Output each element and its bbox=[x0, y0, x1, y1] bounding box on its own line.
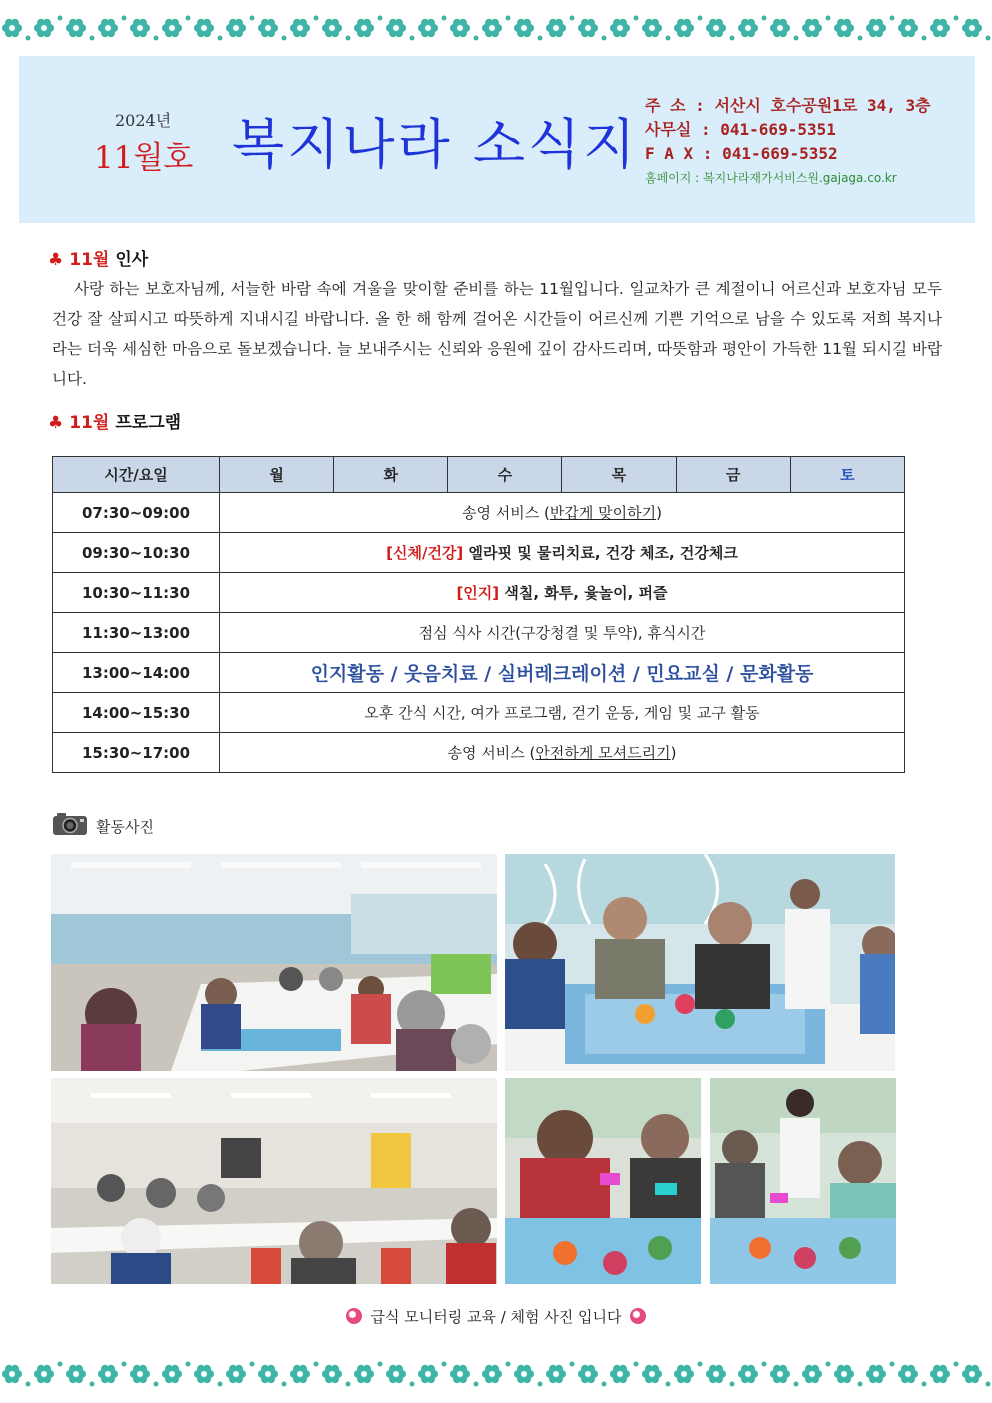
flower-ornament bbox=[834, 1365, 863, 1387]
row-activity: 점심 식사 시간(구강청결 및 투약), 휴식시간 bbox=[220, 613, 905, 653]
flower-ornament bbox=[546, 1362, 575, 1384]
greeting-heading bbox=[48, 245, 148, 270]
row-activity: 송영 서비스 (반갑게 맞이하기) bbox=[220, 493, 905, 533]
flower-ornament bbox=[290, 16, 319, 38]
pink-bullet-icon bbox=[630, 1308, 646, 1324]
flower-ornament bbox=[802, 16, 831, 38]
flower-ornament bbox=[706, 1365, 735, 1387]
flower-ornament bbox=[130, 19, 159, 41]
row-time: 13:00~14:00 bbox=[53, 653, 220, 693]
flower-ornament bbox=[738, 16, 767, 38]
program-heading bbox=[48, 408, 181, 433]
flower-ornament bbox=[866, 16, 895, 38]
flower-ornament bbox=[98, 16, 127, 38]
flower-ornament bbox=[2, 19, 31, 41]
fax-line: F A X : 041-669-5352 bbox=[645, 144, 838, 163]
flower-ornament bbox=[354, 1362, 383, 1384]
pink-bullet-icon bbox=[346, 1308, 362, 1324]
program-schedule-table bbox=[52, 456, 905, 773]
table-row bbox=[53, 693, 905, 733]
row-activity: [인지] 색칠, 화투, 윷놀이, 퍼즐 bbox=[220, 573, 905, 613]
flower-ornament bbox=[162, 1362, 191, 1384]
greeting-heading-text: 인사 bbox=[115, 250, 149, 270]
flower-ornament bbox=[962, 19, 991, 41]
homepage-link[interactable]: 홈페이지 : 복지나라재가서비스원.gajaga.co.kr bbox=[645, 171, 897, 185]
office-phone-line: 사무실 : 041-669-5351 bbox=[645, 120, 836, 139]
program-month: 11월 bbox=[69, 413, 110, 433]
flower-ornament bbox=[258, 1365, 287, 1387]
row-time: 15:30~17:00 bbox=[53, 733, 220, 773]
flower-ornament bbox=[386, 1365, 415, 1387]
table-row bbox=[53, 653, 905, 693]
activity-photo-caregiver-game bbox=[710, 1078, 896, 1284]
flower-ornament bbox=[194, 1365, 223, 1387]
photo-caption bbox=[0, 1306, 992, 1327]
floral-border-top bbox=[0, 6, 992, 50]
flower-ornament bbox=[770, 19, 799, 41]
flower-ornament bbox=[514, 1365, 543, 1387]
activity-photo-hammer-game bbox=[505, 1078, 701, 1284]
flower-ornament bbox=[642, 19, 671, 41]
contact-info bbox=[645, 94, 931, 190]
header-tue: 화 bbox=[334, 457, 448, 493]
address-line: 주 소 : 서산시 호수공원1로 34, 3층 bbox=[645, 96, 931, 115]
table-row bbox=[53, 533, 905, 573]
flower-ornament bbox=[2, 1365, 31, 1387]
row-activity: 송영 서비스 (안전하게 모셔드리기) bbox=[220, 733, 905, 773]
flower-ornament bbox=[578, 1365, 607, 1387]
flower-ornament bbox=[930, 16, 959, 38]
activity-photo-group-education bbox=[51, 1078, 497, 1284]
flower-ornament bbox=[34, 1362, 63, 1384]
flower-ornament bbox=[386, 19, 415, 41]
flower-ornament bbox=[738, 1362, 767, 1384]
flower-ornament bbox=[610, 1362, 639, 1384]
flower-ornament bbox=[482, 16, 511, 38]
flower-ornament bbox=[194, 19, 223, 41]
newsletter-masthead bbox=[19, 56, 975, 223]
row-activity: 인지활동 / 웃음치료 / 실버레크레이션 / 민요교실 / 문화활동 bbox=[220, 653, 905, 693]
flower-ornament bbox=[162, 16, 191, 38]
row-time: 10:30~11:30 bbox=[53, 573, 220, 613]
flower-ornament bbox=[226, 1362, 255, 1384]
flower-ornament bbox=[290, 1362, 319, 1384]
header-mon: 월 bbox=[220, 457, 334, 493]
flower-ornament bbox=[450, 19, 479, 41]
club-icon: ♣ bbox=[48, 413, 64, 433]
activity-photo-hall-game bbox=[51, 854, 497, 1071]
flower-ornament bbox=[834, 19, 863, 41]
program-heading-text: 프로그램 bbox=[115, 413, 182, 433]
table-row bbox=[53, 733, 905, 773]
flower-ornament bbox=[802, 1362, 831, 1384]
flower-ornament bbox=[482, 1362, 511, 1384]
row-time: 11:30~13:00 bbox=[53, 613, 220, 653]
row-activity: 오후 간식 시간, 여가 프로그램, 걷기 운동, 게임 및 교구 활동 bbox=[220, 693, 905, 733]
flower-ornament bbox=[66, 1365, 95, 1387]
greeting-body: 사랑 하는 보호자님께, 서늘한 바람 속에 겨울을 맞이할 준비를 하는 11월입니다. 일교차가 큰 계절이니 어르신과 보호자님 모두 건강 잘 살피시고 따뜻하게 지내시길 바랍니다. 올 한 해 함께 걸어온 시간들이 어르신께 기쁜 기억으로 남을 수 있도록 저희 복지나라는 더욱 세심한 마음으로 돌보겠습니다. 늘 보내주시는 신뢰와 응원에 깊이 감사드리며, 따뜻함과 평안이 가득한 11월 되시길 바랍니다. bbox=[52, 280, 942, 388]
issue-month: 11월호 bbox=[94, 140, 194, 176]
row-time: 09:30~10:30 bbox=[53, 533, 220, 573]
flower-ornament bbox=[354, 16, 383, 38]
flower-ornament bbox=[98, 1362, 127, 1384]
activity-photo-board-game bbox=[505, 854, 895, 1071]
camera-icon bbox=[52, 812, 88, 840]
flower-ornament bbox=[674, 1362, 703, 1384]
activity-photos-text: 활동사진 bbox=[96, 817, 154, 836]
table-row bbox=[53, 613, 905, 653]
flower-ornament bbox=[514, 19, 543, 41]
flower-ornament bbox=[322, 1365, 351, 1387]
flower-ornament bbox=[546, 16, 575, 38]
flower-ornament bbox=[450, 1365, 479, 1387]
newsletter-title: 복지나라 소식지 bbox=[232, 113, 639, 176]
row-activity: [신체/건강] 엘라핏 및 물리치료, 건강 체조, 건강체크 bbox=[220, 533, 905, 573]
flower-ornament bbox=[258, 19, 287, 41]
flower-ornament bbox=[66, 19, 95, 41]
flower-ornament bbox=[898, 1365, 927, 1387]
row-time: 14:00~15:30 bbox=[53, 693, 220, 733]
header-time-day: 시간/요일 bbox=[53, 457, 220, 493]
table-header-row bbox=[53, 457, 905, 493]
floral-border-bottom bbox=[0, 1352, 992, 1396]
flower-ornament bbox=[930, 1362, 959, 1384]
flower-ornament bbox=[674, 16, 703, 38]
flower-ornament bbox=[418, 1362, 447, 1384]
flower-ornament bbox=[418, 16, 447, 38]
flower-ornament bbox=[706, 19, 735, 41]
table-row bbox=[53, 493, 905, 533]
photo-caption-text: 급식 모니터링 교육 / 체험 사진 입니다 bbox=[370, 1308, 622, 1326]
flower-ornament bbox=[130, 1365, 159, 1387]
flower-ornament bbox=[866, 1362, 895, 1384]
club-icon: ♣ bbox=[48, 250, 64, 270]
flower-ornament bbox=[962, 1365, 991, 1387]
flower-ornament bbox=[898, 19, 927, 41]
flower-ornament bbox=[34, 16, 63, 38]
header-fri: 금 bbox=[676, 457, 790, 493]
flower-ornament bbox=[578, 19, 607, 41]
row-time: 07:30~09:00 bbox=[53, 493, 220, 533]
flower-ornament bbox=[322, 19, 351, 41]
flower-ornament bbox=[642, 1365, 671, 1387]
flower-ornament bbox=[226, 16, 255, 38]
header-sat: 토 bbox=[790, 457, 904, 493]
issue-year: 2024년 bbox=[115, 111, 172, 130]
flower-ornament bbox=[610, 16, 639, 38]
table-row bbox=[53, 573, 905, 613]
header-wed: 수 bbox=[448, 457, 562, 493]
greeting-month: 11월 bbox=[69, 250, 110, 270]
header-thu: 목 bbox=[562, 457, 676, 493]
activity-photos-label bbox=[52, 812, 154, 840]
flower-ornament bbox=[770, 1365, 799, 1387]
